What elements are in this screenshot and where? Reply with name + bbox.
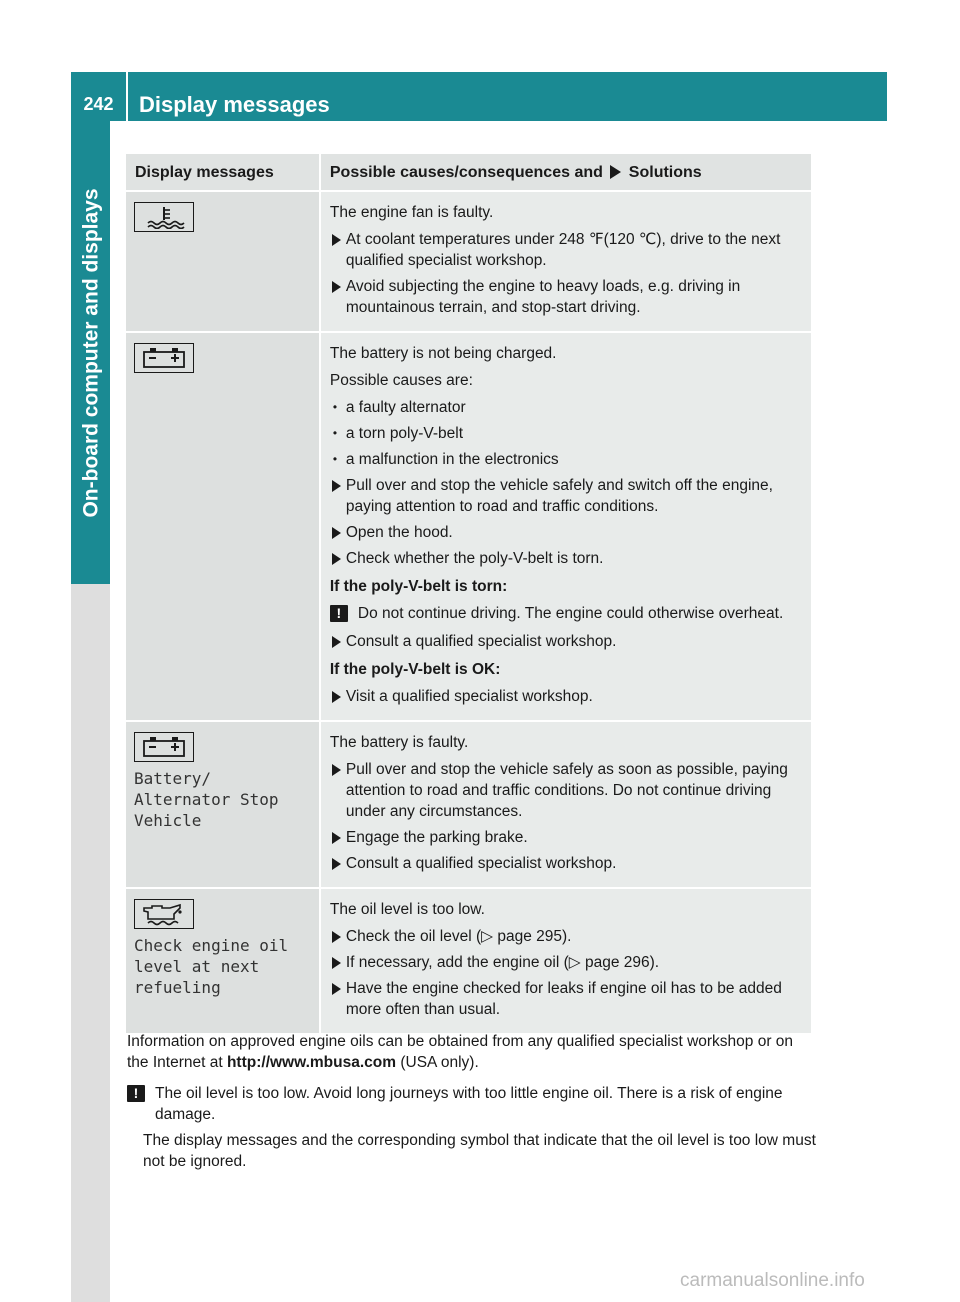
page-header [71, 72, 887, 121]
solution-step: Check the oil level (▷ page 295). [330, 926, 804, 947]
solutions-cell [320, 191, 811, 332]
col-header-solutions-text: Solutions [628, 163, 702, 181]
coolant-temperature-icon [134, 202, 194, 232]
solution-step: Pull over and stop the vehicle safely as soon as possible, paying attention to road and traffic conditions. Do not continue driving under any circumstances. [330, 759, 804, 822]
table-header-row [126, 154, 811, 191]
table-row [126, 721, 811, 888]
message-line: Vehicle [134, 811, 202, 830]
solution-step: Have the engine checked for leaks if engine oil has to be added more often than usual. [330, 978, 804, 1020]
table-row [126, 332, 811, 721]
message-line: level at next [134, 957, 260, 976]
cause-text: The engine fan is faulty. [329, 204, 494, 221]
message-line: refueling [134, 978, 221, 997]
message-line: Alternator Stop [134, 790, 279, 809]
battery-icon [134, 343, 194, 373]
solution-step: Consult a qualified specialist workshop. [330, 631, 804, 652]
warning-text: Do not continue driving. The engine could otherwise overheat. [357, 605, 784, 622]
oil-level-icon [134, 899, 194, 929]
solution-step: At coolant temperatures under 248 ℉(120 ℃), drive to the next qualified specialist workshop. [330, 229, 804, 271]
cause-item: • a malfunction in the electronics [330, 449, 804, 470]
solution-step: Open the hood. [330, 522, 804, 543]
page-number: 242 [83, 94, 114, 114]
oil-info-suffix: (USA only). [400, 1054, 479, 1071]
solutions-cell [320, 721, 811, 888]
cause-item: • a torn poly-V-belt [330, 423, 804, 444]
display-message-cell [126, 721, 320, 888]
oil-info-text: Information on approved engine oils can be obtained from any qualified specialist workshop or on the Internet at [127, 1033, 794, 1071]
table-row [126, 888, 811, 1033]
cause-text: The battery is not being charged. [329, 345, 557, 362]
cause-item: • a faulty alternator [330, 397, 804, 418]
solution-step: If necessary, add the engine oil (▷ page 296). [330, 952, 804, 973]
solution-step: Avoid subjecting the engine to heavy loads, e.g. driving in mountainous terrain, and stop-start driving. [330, 276, 804, 318]
solutions-cell [320, 332, 811, 721]
battery-icon [134, 732, 194, 762]
display-messages-table [126, 154, 811, 1033]
display-message-text [134, 768, 311, 831]
belt-ok-label: If the poly-V-belt is OK: [329, 661, 501, 678]
col-header-display-messages: Display messages [126, 154, 320, 191]
oil-info-section [127, 1031, 817, 1177]
belt-torn-label: If the poly-V-belt is torn: [329, 578, 508, 595]
col-header-solutions [320, 154, 811, 191]
mbusa-link[interactable]: http://www.mbusa.com [226, 1054, 397, 1071]
col-header-causes-text: Possible causes/consequences and [329, 163, 603, 181]
exclamation-icon: ! [127, 1085, 145, 1102]
message-line: Battery/ [134, 769, 212, 788]
side-tab [71, 121, 110, 584]
warning-text: The oil level is too low. Avoid long journeys with too little engine oil. There is a risk of engine damage. [155, 1085, 783, 1123]
oil-warning-note [127, 1083, 817, 1172]
table-row [126, 191, 811, 332]
page-title: Display messages [139, 92, 330, 117]
display-message-cell [126, 332, 320, 721]
message-line: Check engine oil [134, 936, 289, 955]
side-tab-label: On-board computer and displays [79, 187, 102, 518]
solution-step: Engage the parking brake. [330, 827, 804, 848]
cause-text: The battery is faulty. [329, 734, 469, 751]
cause-text: The oil level is too low. [329, 901, 485, 918]
solutions-cell [320, 888, 811, 1033]
solution-step: Visit a qualified specialist workshop. [330, 686, 804, 707]
display-message-text [134, 935, 311, 998]
watermark: carmanualsonline.info [680, 1270, 865, 1291]
solution-step: Consult a qualified specialist workshop. [330, 853, 804, 874]
side-tab-grey [71, 584, 110, 1302]
warning-text: The display messages and the corresponding symbol that indicate that the oil level is too low must not be ignored. [143, 1132, 816, 1170]
solution-step: Pull over and stop the vehicle safely and switch off the engine, paying attention to road and traffic conditions. [330, 475, 804, 517]
solution-step: Check whether the poly-V-belt is torn. [330, 548, 804, 569]
solutions-arrow-icon [610, 165, 621, 179]
warning-note [330, 603, 804, 624]
display-message-cell [126, 888, 320, 1033]
oil-info-paragraph [127, 1031, 817, 1073]
causes-label: Possible causes are: [329, 372, 473, 389]
display-message-cell [126, 191, 320, 332]
exclamation-icon: ! [330, 605, 348, 622]
